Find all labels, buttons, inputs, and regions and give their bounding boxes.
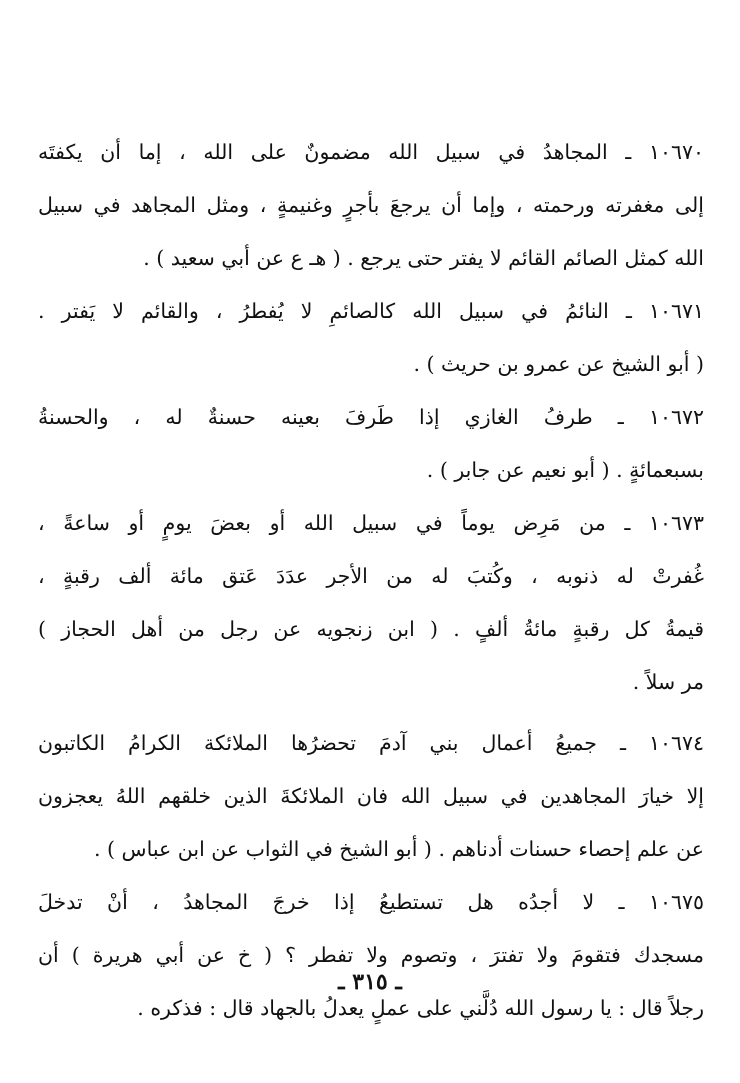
- text-line: ١٠٦٧٤ ـ جميعُ أعمال بني آدمَ تحضرُها الملائكة الكرامُ الكاتبون: [38, 731, 704, 755]
- text-line: إلى مغفرته ورحمته ، وإما أن يرجعَ بأجرٍ وغنيمةٍ ، ومثل المجاهد في سبيل: [38, 193, 704, 217]
- text-line: ١٠٦٧٥ ـ لا أجدُه هل تستطيعُ إذا خرجَ المجاهدُ ، أنْ تدخلَ: [38, 890, 704, 914]
- hadith-list: [38, 126, 704, 1035]
- text-line: مسجدك فتقومَ ولا تفترَ ، وتصوم ولا تفطر ؟ ( خ عن أبي هريرة ) أن: [38, 943, 704, 967]
- text-line: ١٠٦٧١ ـ النائمُ في سبيل الله كالصائمِ لا يُفطرُ ، والقائم لا يَفتر .: [38, 299, 704, 323]
- hadith-entry-10671: [38, 285, 704, 391]
- text-line: عن علم إحصاء حسنات أدناهم . ( أبو الشيخ في الثواب عن ابن عباس ) .: [94, 837, 704, 861]
- text-line: ١٠٦٧٣ ـ من مَرِض يوماً في سبيل الله أو بعضَ يومٍ أو ساعةً ،: [38, 511, 704, 535]
- hadith-entry-10674: [38, 717, 704, 876]
- text-line: الله كمثل الصائم القائم لا يفتر حتى يرجع . ( هـ ع عن أبي سعيد ) .: [143, 246, 704, 270]
- hadith-entry-10673: [38, 497, 704, 709]
- text-line: إلا خيارَ المجاهدين في سبيل الله فان الملائكةَ الذين خلقهم اللهُ يعجزون: [38, 784, 704, 808]
- hadith-entry-10672: [38, 391, 704, 497]
- text-line: ١٠٦٧٠ ـ المجاهدُ في سبيل الله مضمونٌ على الله ، إما أن يكفتَه: [38, 140, 704, 164]
- page-number: ـ ٣١٥ ـ: [338, 969, 402, 995]
- text-line: ( أبو الشيخ عن عمرو بن حريث ) .: [413, 352, 704, 376]
- text-line: مر سلاً .: [632, 670, 704, 694]
- text-line: ١٠٦٧٢ ـ طرفُ الغازي إذا طَرفَ بعينه حسنةٌ له ، والحسنةُ: [38, 405, 704, 429]
- text-line: بسبعمائةٍ . ( أبو نعيم عن جابر ) .: [426, 458, 704, 482]
- text-line: رجلاً قال : يا رسول الله دُلَّني على عملٍ يعدلُ بالجهاد قال : فذكره .: [137, 996, 704, 1020]
- hadith-entry-10670: [38, 126, 704, 285]
- text-line: غُفرتْ له ذنوبه ، وكُتبَ له من الأجر عدَدَ عَتق مائة ألف رقبةٍ ،: [38, 564, 704, 588]
- hadith-entry-10675: [38, 876, 704, 1035]
- text-line: قيمةُ كل رقبةٍ مائةُ ألفٍ . ( ابن زنجويه عن رجل من أهل الحجاز ): [38, 617, 704, 641]
